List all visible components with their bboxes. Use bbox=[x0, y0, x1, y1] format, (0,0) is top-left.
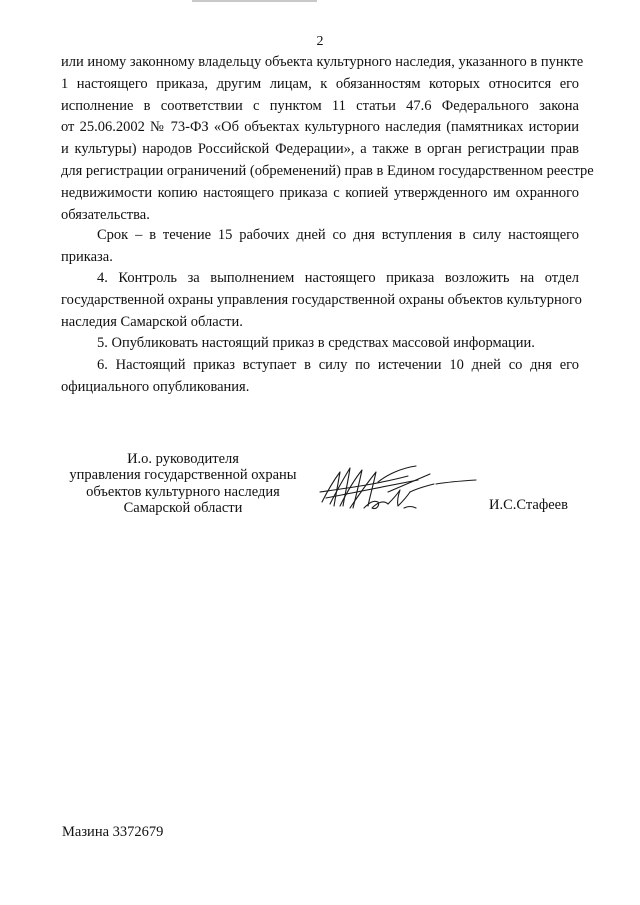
paragraph-line: приказа. bbox=[61, 248, 113, 265]
paragraph-line: Срок – в течение 15 рабочих дней со дня вступления в силу настоящего bbox=[97, 227, 579, 243]
paragraph-item-5 bbox=[61, 333, 579, 355]
signatory-position-line: управления государственной охраны bbox=[69, 467, 297, 484]
page-number: 2 bbox=[316, 34, 324, 49]
paragraph-line: от 25.06.2002 № 73-ФЗ «Об объектах культурного наследия (памятниках истории bbox=[61, 119, 579, 136]
paragraph-line: обязательства. bbox=[61, 206, 150, 223]
paragraph-line: или иному законному владельцу объекта культурного наследия, указанного в пункте bbox=[61, 54, 584, 70]
executor-note: Мазина 3372679 bbox=[62, 824, 164, 840]
paragraph-line: официального опубликования. bbox=[61, 378, 250, 395]
signer-name: И.С.Стафеев bbox=[489, 497, 568, 513]
paragraph-line: 5. Опубликовать настоящий приказ в средствах массовой информации. bbox=[97, 335, 535, 351]
paragraph-line: исполнение в соответствии с пунктом 11 статьи 47.6 Федерального закона bbox=[61, 97, 579, 114]
paragraph-item-6 bbox=[61, 355, 579, 399]
paragraph-item-4 bbox=[61, 268, 582, 333]
paragraph-line: недвижимости копию настоящего приказа с копией утвержденного им охранного bbox=[61, 184, 579, 201]
top-rule bbox=[192, 0, 317, 2]
paragraph-continuation bbox=[61, 52, 594, 226]
signatory-position-line: объектов культурного наследия bbox=[86, 483, 280, 500]
signatory-position bbox=[60, 451, 306, 517]
paragraph-line: 4. Контроль за выполнением настоящего приказа возложить на отдел bbox=[97, 270, 579, 286]
signatory-position-line: И.о. руководителя bbox=[127, 451, 239, 467]
paragraph-line: государственной охраны управления государственной охраны объектов культурного bbox=[61, 291, 582, 308]
paragraph-deadline bbox=[61, 225, 579, 269]
paragraph-line: наследия Самарской области. bbox=[61, 313, 243, 330]
paragraph-line: и культуры) народов Российской Федерации», а также в орган регистрации прав bbox=[61, 141, 579, 158]
paragraph-line: 6. Настоящий приказ вступает в силу по истечении 10 дней со дня его bbox=[97, 357, 579, 373]
paragraph-line: для регистрации ограничений (обременений) прав в Едином государственном реестре bbox=[61, 162, 594, 179]
handwritten-signature bbox=[318, 462, 488, 518]
paragraph-line: 1 настоящего приказа, другим лицам, к обязанностям которых относится его bbox=[61, 75, 579, 92]
signatory-position-line: Самарской области bbox=[123, 500, 243, 517]
